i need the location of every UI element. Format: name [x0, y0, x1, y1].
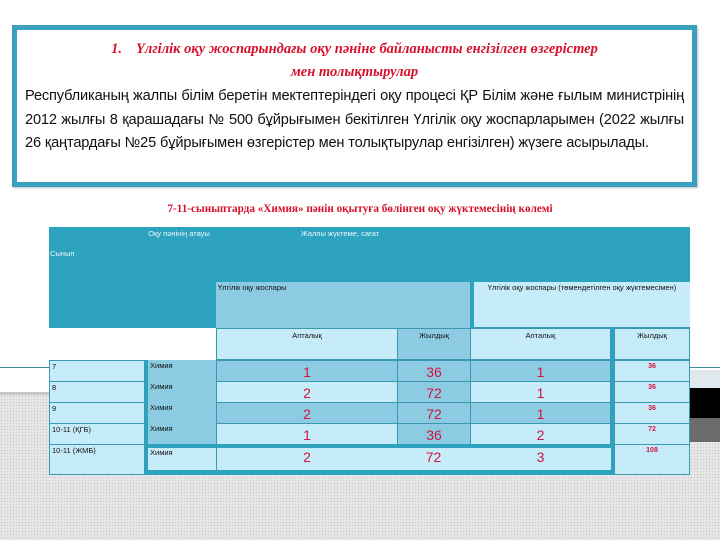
- cell-yearly-reduced: 36: [614, 360, 690, 382]
- cell-yearly: 72: [397, 448, 471, 470]
- section-title: [17, 38, 692, 84]
- cell-yearly-reduced: 36: [614, 402, 690, 424]
- header-plan: Үлгілік оқу жоспары: [216, 282, 470, 328]
- cell-subject: Химия: [148, 402, 216, 424]
- cell-weekly-reduced: 3: [470, 448, 611, 470]
- cell-yearly: 36: [397, 360, 471, 382]
- cell-weekly-reduced: 1: [470, 381, 611, 403]
- background-decor-gray: [690, 418, 720, 442]
- cell-grade: 7: [49, 360, 145, 382]
- cell-yearly: 72: [397, 381, 471, 403]
- section-number: 1.: [111, 41, 123, 57]
- info-textbox: [12, 25, 697, 187]
- cell-weekly: 2: [216, 381, 398, 403]
- cell-subject: Химия: [148, 381, 216, 403]
- header-grade: Сынып: [50, 249, 75, 258]
- background-decor: [690, 370, 720, 388]
- cell-weekly: 2: [216, 402, 398, 424]
- cell-subject: Химия: [148, 360, 216, 382]
- header-total: Жалпы жүктеме, сағат: [300, 229, 380, 238]
- cell-grade: 10-11 (ЖМБ): [49, 444, 145, 475]
- cell-weekly-reduced: 2: [470, 423, 611, 445]
- header-weekly-reduced: Апталық: [470, 328, 611, 360]
- cell-yearly-reduced: 108: [614, 444, 690, 475]
- background-decor-dark: [690, 388, 720, 418]
- cell-weekly-reduced: 1: [470, 360, 611, 382]
- table-frame-bottom: [144, 470, 615, 475]
- cell-subject: Химия: [148, 423, 216, 445]
- header-plan-reduced: Үлгілік оқу жоспары (төмендетілген оқу жүктемесімен): [474, 282, 690, 328]
- header-weekly: Апталық: [216, 328, 398, 360]
- cell-weekly: 1: [216, 360, 398, 382]
- cell-yearly-reduced: 72: [614, 423, 690, 445]
- section-title-line1: Үлгілік оқу жоспарындағы оқу пәніне байланысты енгізілген өзгерістер: [136, 41, 598, 57]
- cell-grade: 9: [49, 402, 145, 424]
- table-caption: 7-11-сыныптарда «Химия» пәнін оқытуға бөлінген оқу жүктемесінің көлемі: [167, 203, 553, 215]
- header-subject: Оқу пәнінің атауы: [148, 229, 210, 238]
- section-title-line2: мен толықтырулар: [290, 64, 419, 80]
- cell-yearly: 36: [397, 423, 471, 445]
- cell-weekly-reduced: 1: [470, 402, 611, 424]
- cell-yearly: 72: [397, 402, 471, 424]
- cell-subject: Химия: [148, 448, 216, 470]
- cell-yearly-reduced: 36: [614, 381, 690, 403]
- header-yearly-reduced: Жылдық: [614, 328, 690, 360]
- cell-grade: 10-11 (ҚГБ): [49, 423, 145, 445]
- cell-grade: 8: [49, 381, 145, 403]
- section-body: Республиканың жалпы білім беретін мектептеріндегі оқу процесі ҚР Білім және ғылым министрінің 2012 жылғы 8 қарашадағы № 500 бұйрығымен бекітілген Үлгілік оқу жоспарларымен (2022 жылғы 26 қаңтардағы №25 бұйрығымен өзгерістер мен толықтырулар енгізілген) жүзеге асырылады.: [25, 88, 684, 152]
- cell-weekly: 2: [216, 448, 398, 470]
- cell-weekly: 1: [216, 423, 398, 445]
- header-yearly: Жылдық: [397, 328, 471, 360]
- workload-table: [49, 227, 690, 475]
